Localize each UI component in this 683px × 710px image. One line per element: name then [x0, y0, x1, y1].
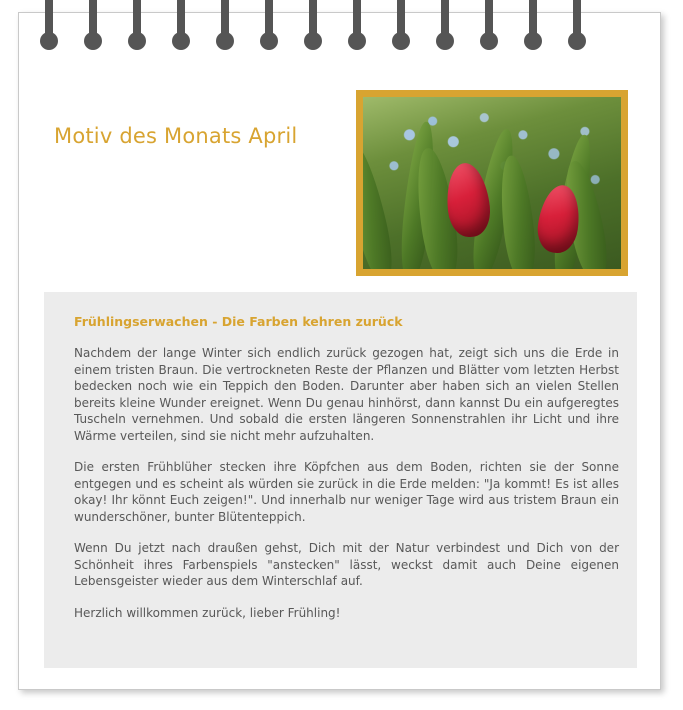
article-card	[44, 292, 637, 668]
spiral-ring-knob	[172, 32, 190, 50]
spiral-ring	[436, 0, 454, 56]
leaf-shape	[356, 139, 399, 276]
article-paragraph: Wenn Du jetzt nach draußen gehst, Dich mit der Natur verbindest und Dich von der Schönheit ihres Farbenspiels "anstecken" lässt, weckst damit auch Deine eigenen Lebensgeister wieder aus dem Winterschlaf auf.	[74, 541, 619, 588]
spiral-ring	[172, 0, 190, 56]
spiral-ring-knob	[348, 32, 366, 50]
article-paragraph: Herzlich willkommen zurück, lieber Frühling!	[74, 605, 341, 620]
spring-flowers-photo	[363, 97, 621, 269]
spiral-ring-knob	[260, 32, 278, 50]
spiral-ring	[524, 0, 542, 56]
spiral-ring	[260, 0, 278, 56]
spiral-ring	[40, 0, 58, 56]
article-paragraph: Die ersten Frühblüher stecken ihre Köpfchen aus dem Boden, richten sie der Sonne entgegen und es scheint als würden sie zurück in die Erde melden: "Ja kommt! Es ist alles okay! Ihr könnt Euch zeigen!". Und innerhalb nur weniger Tage wird aus tristem Braun ein wunderschöner, bunter Blütenteppich.	[74, 460, 619, 524]
leaf-shape	[496, 154, 539, 276]
spiral-ring	[392, 0, 410, 56]
spiral-ring-knob	[568, 32, 586, 50]
article-paragraph: Nachdem der lange Winter sich endlich zurück gezogen hat, zeigt sich uns die Erde in einem tristen Braun. Die vertrockneten Reste der Pflanzen und Blätter vom letzten Herbst bedecken noch wie ein Teppich den Boden. Darunter aber haben sich an vielen Stellen bereits kleine Wunder ereignet. Wenn Du genau hinhörst, dann kannst Du ein aufgeregtes Tuscheln vernehmen. Und sobald die ersten längeren Sonnenstrahlen ihr Licht und ihre Wärme verteilen, sind sie nicht mehr aufzuhalten.	[74, 346, 619, 443]
spiral-ring	[480, 0, 498, 56]
spiral-ring	[128, 0, 146, 56]
spiral-ring-knob	[304, 32, 322, 50]
spiral-ring-knob	[40, 32, 58, 50]
spiral-ring-knob	[436, 32, 454, 50]
spiral-ring-knob	[216, 32, 234, 50]
spiral-ring	[84, 0, 102, 56]
article-heading: Frühlingserwachen - Die Farben kehren zurück	[74, 314, 403, 329]
spiral-ring	[304, 0, 322, 56]
spiral-ring	[348, 0, 366, 56]
spiral-ring-knob	[392, 32, 410, 50]
spiral-ring-knob	[84, 32, 102, 50]
spiral-ring-knob	[128, 32, 146, 50]
spiral-ring-knob	[480, 32, 498, 50]
spiral-ring	[216, 0, 234, 56]
spiral-binding	[18, 0, 661, 70]
photo-frame	[356, 90, 628, 276]
spiral-ring-knob	[524, 32, 542, 50]
page-title: Motiv des Monats April	[54, 124, 298, 148]
spiral-ring	[568, 0, 586, 56]
